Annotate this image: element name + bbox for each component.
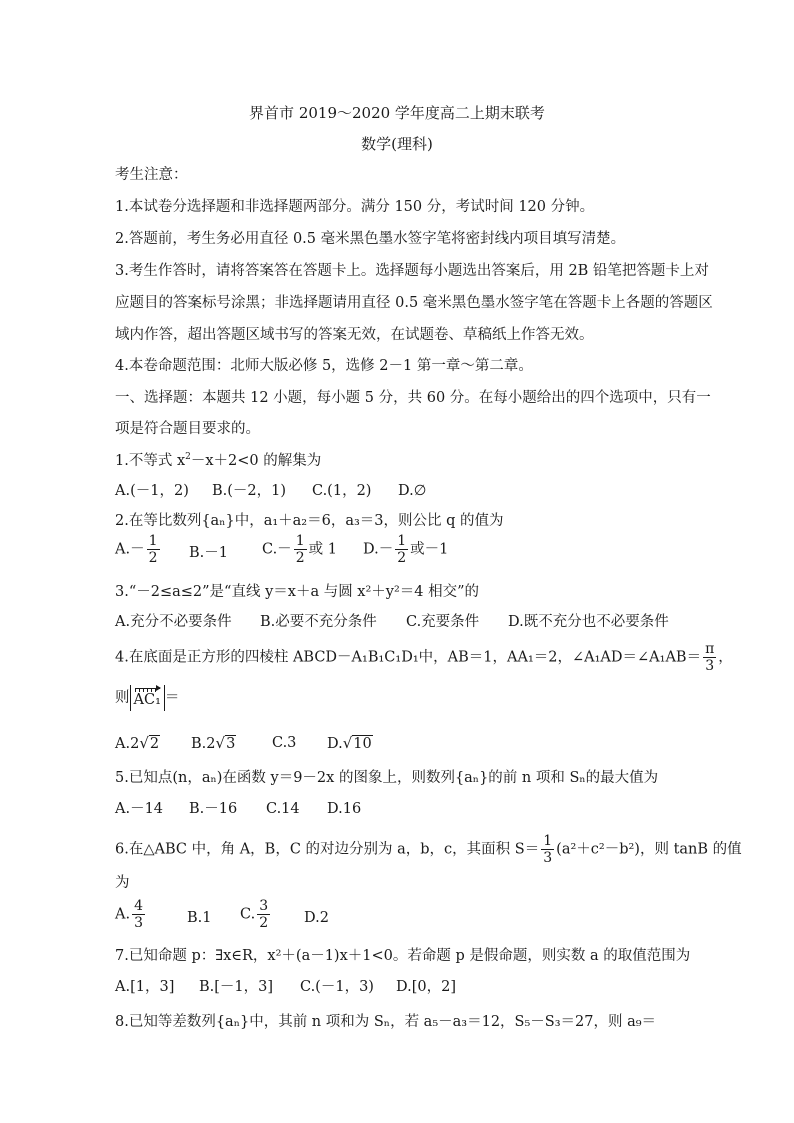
q6-option-a-label: A. — [115, 906, 131, 923]
notice-item-2: 2.答题前，考生务必用直径 0.5 毫米黑色墨水签字笔将密封线内项目填写清楚。 — [115, 231, 626, 247]
question-2-stem: 2.在等比数列{aₙ}中，a₁＋a₂＝6，a₃＝3，则公比 q 的值为 — [115, 513, 504, 529]
q5-option-a: A.－14 — [115, 801, 164, 817]
q7-option-c: C.(－1，3) — [300, 979, 374, 995]
q4-option-d — [327, 733, 373, 754]
q6-frac-num: 1 — [543, 833, 553, 849]
q2-c-den: 2 — [295, 550, 305, 566]
q4-frac-num: π — [705, 641, 715, 657]
q4-a-radicand: 2 — [149, 736, 160, 752]
q1-stem-b: －x＋2<0 的解集为 — [190, 453, 322, 469]
question-8-stem: 8.已知等差数列{aₙ}中，其前 n 项和为 Sₙ，若 a₅－a₃＝12，S₅－S₃＝27，则 a₉＝ — [115, 1014, 657, 1030]
q1-option-b: B.(－2，1) — [212, 483, 287, 499]
q4-option-a — [115, 733, 160, 754]
question-4-line-2 — [115, 685, 179, 711]
q5-option-c: C.14 — [266, 801, 300, 817]
question-4-stem — [115, 641, 733, 674]
q4-option-b-label: B.2 — [191, 736, 216, 752]
q3-option-b: B.必要不充分条件 — [260, 614, 377, 630]
question-7-stem: 7.已知命题 p：∃x∈R，x²＋(a－1)x＋1<0。若命题 p 是假命题，则实数 a 的取值范围为 — [115, 948, 691, 964]
vector-label: AC₁ — [133, 692, 161, 708]
notice-item-3-line-1: 3.考生作答时，请将答案答在答题卡上。选择题每小题选出答案后，用 2B 铅笔把答题卡上对 — [115, 263, 709, 279]
q1-option-c: C.(1，2) — [312, 483, 372, 499]
notice-item-4: 4.本卷命题范围：北师大版必修 5，选修 2－1 第一章～第二章。 — [115, 358, 533, 374]
q4-option-a-label: A.2 — [115, 736, 140, 752]
q3-option-a: A.充分不必要条件 — [115, 614, 232, 630]
q4-d-radicand: 10 — [353, 736, 372, 752]
exam-subtitle: 数学(理科) — [361, 135, 433, 153]
q2-d-den: 2 — [397, 550, 407, 566]
q3-option-c: C.充要条件 — [406, 614, 480, 630]
q6-option-a — [115, 898, 147, 931]
question-6-stem — [115, 833, 742, 866]
q4-option-b — [191, 733, 236, 754]
q4-b-radicand: 3 — [226, 736, 236, 752]
q2-option-d-fraction — [395, 533, 408, 566]
question-5-stem: 5.已知点(n，aₙ)在函数 y＝9－2x 的图象上，则数列{aₙ}的前 n 项和 Sₙ的最大值为 — [115, 770, 659, 786]
q2-c-num: 1 — [295, 533, 305, 549]
sqrt-icon: √ — [215, 734, 226, 752]
q4-pi-fraction — [703, 641, 716, 674]
q6-option-a-fraction — [132, 898, 145, 931]
q4-option-d-label: D. — [327, 736, 343, 752]
notice-item-1: 1.本试卷分选择题和非选择题两部分。满分 150 分，考试时间 120 分钟。 — [115, 199, 595, 215]
q2-option-d-tail: 或－1 — [410, 541, 449, 558]
q5-option-b: B.－16 — [189, 801, 238, 817]
q1-option-d: D.∅ — [398, 483, 427, 499]
q6-a-num: 4 — [134, 898, 144, 914]
q1-stem-sup: 2 — [185, 452, 191, 462]
q2-a-num: 1 — [148, 533, 158, 549]
q4-frac-den: 3 — [705, 658, 715, 674]
q2-option-d-label: D.－ — [363, 541, 394, 558]
q2-option-c-fraction — [294, 533, 307, 566]
q2-option-a-fraction — [147, 533, 160, 566]
sqrt-2 — [139, 733, 160, 754]
sqrt-icon: √ — [139, 734, 149, 752]
q4-line2-pre: 则 — [115, 690, 130, 706]
q6-option-d: D.2 — [304, 910, 329, 926]
question-6-line-2: 为 — [115, 875, 130, 891]
vector-arrow-icon — [135, 688, 160, 689]
notice-heading: 考生注意： — [115, 167, 188, 183]
section-1-line-2: 项是符合题目要求的。 — [115, 421, 260, 437]
q6-fraction — [541, 833, 554, 866]
q3-option-d: D.既不充分也不必要条件 — [508, 614, 669, 630]
q2-option-d — [363, 533, 448, 566]
q2-option-a — [115, 533, 162, 566]
q2-a-den: 2 — [148, 550, 158, 566]
q6-option-b: B.1 — [187, 910, 212, 926]
q2-option-c-tail: 或 1 — [308, 541, 337, 558]
q7-option-b: B.[－1，3] — [199, 979, 274, 995]
q6-frac-den: 3 — [543, 850, 553, 866]
q4-stem-text: 4.在底面是正方形的四棱柱 ABCD－A₁B₁C₁D₁中，AB＝1，AA₁＝2，∠A₁AD＝∠A₁AB＝ — [115, 649, 702, 666]
q7-option-d: D.[0，2] — [396, 979, 456, 995]
vector-magnitude-ac1 — [130, 685, 165, 711]
question-3-stem: 3.“－2≤a≤2”是“直线 y＝x＋a 与圆 x²＋y²＝4 相交”的 — [115, 584, 480, 600]
q6-c-num: 3 — [259, 898, 269, 914]
section-1-line-1: 一、选择题：本题共 12 小题，每小题 5 分，共 60 分。在每小题给出的四个选项中，只有一 — [115, 390, 711, 406]
q4-line2-post: ＝ — [164, 690, 180, 706]
q1-stem-a: 1.不等式 x — [115, 453, 186, 469]
q6-stem-a: 6.在△ABC 中，角 A，B，C 的对边分别为 a，b，c，其面积 S＝ — [115, 841, 540, 858]
notice-item-3-line-3: 域内作答，超出答题区域书写的答案无效，在试题卷、草稿纸上作答无效。 — [115, 327, 594, 343]
q6-c-den: 2 — [259, 915, 269, 931]
q2-option-c — [262, 533, 337, 566]
sqrt-3 — [216, 733, 237, 754]
q2-option-c-label: C.－ — [262, 541, 292, 558]
q7-option-a: A.[1，3] — [115, 979, 175, 995]
q6-option-c-fraction — [257, 898, 270, 931]
sqrt-10 — [343, 733, 373, 754]
q6-stem-b: (a²＋c²－b²)，则 tanB 的值 — [556, 841, 742, 858]
q2-option-b: B.－1 — [189, 545, 228, 561]
q6-a-den: 3 — [134, 915, 144, 931]
q1-option-a: A.(－1，2) — [115, 483, 189, 499]
notice-item-3-line-2: 应题目的答案标号涂黑；非选择题请用直径 0.5 毫米黑色墨水签字笔在答题卡上各题的答题区 — [115, 295, 713, 311]
sqrt-icon: √ — [342, 734, 353, 752]
exam-title: 界首市 2019～2020 学年度高二上期末联考 — [249, 104, 545, 122]
q2-option-a-label: A.－ — [115, 541, 145, 558]
q5-option-d: D.16 — [327, 801, 362, 817]
q4-option-c: C.3 — [272, 735, 297, 751]
q6-option-c-label: C. — [240, 906, 256, 923]
q4-stem-end: ， — [718, 649, 733, 666]
q2-d-num: 1 — [397, 533, 407, 549]
q6-option-c — [240, 898, 272, 931]
question-1-stem — [115, 451, 321, 471]
